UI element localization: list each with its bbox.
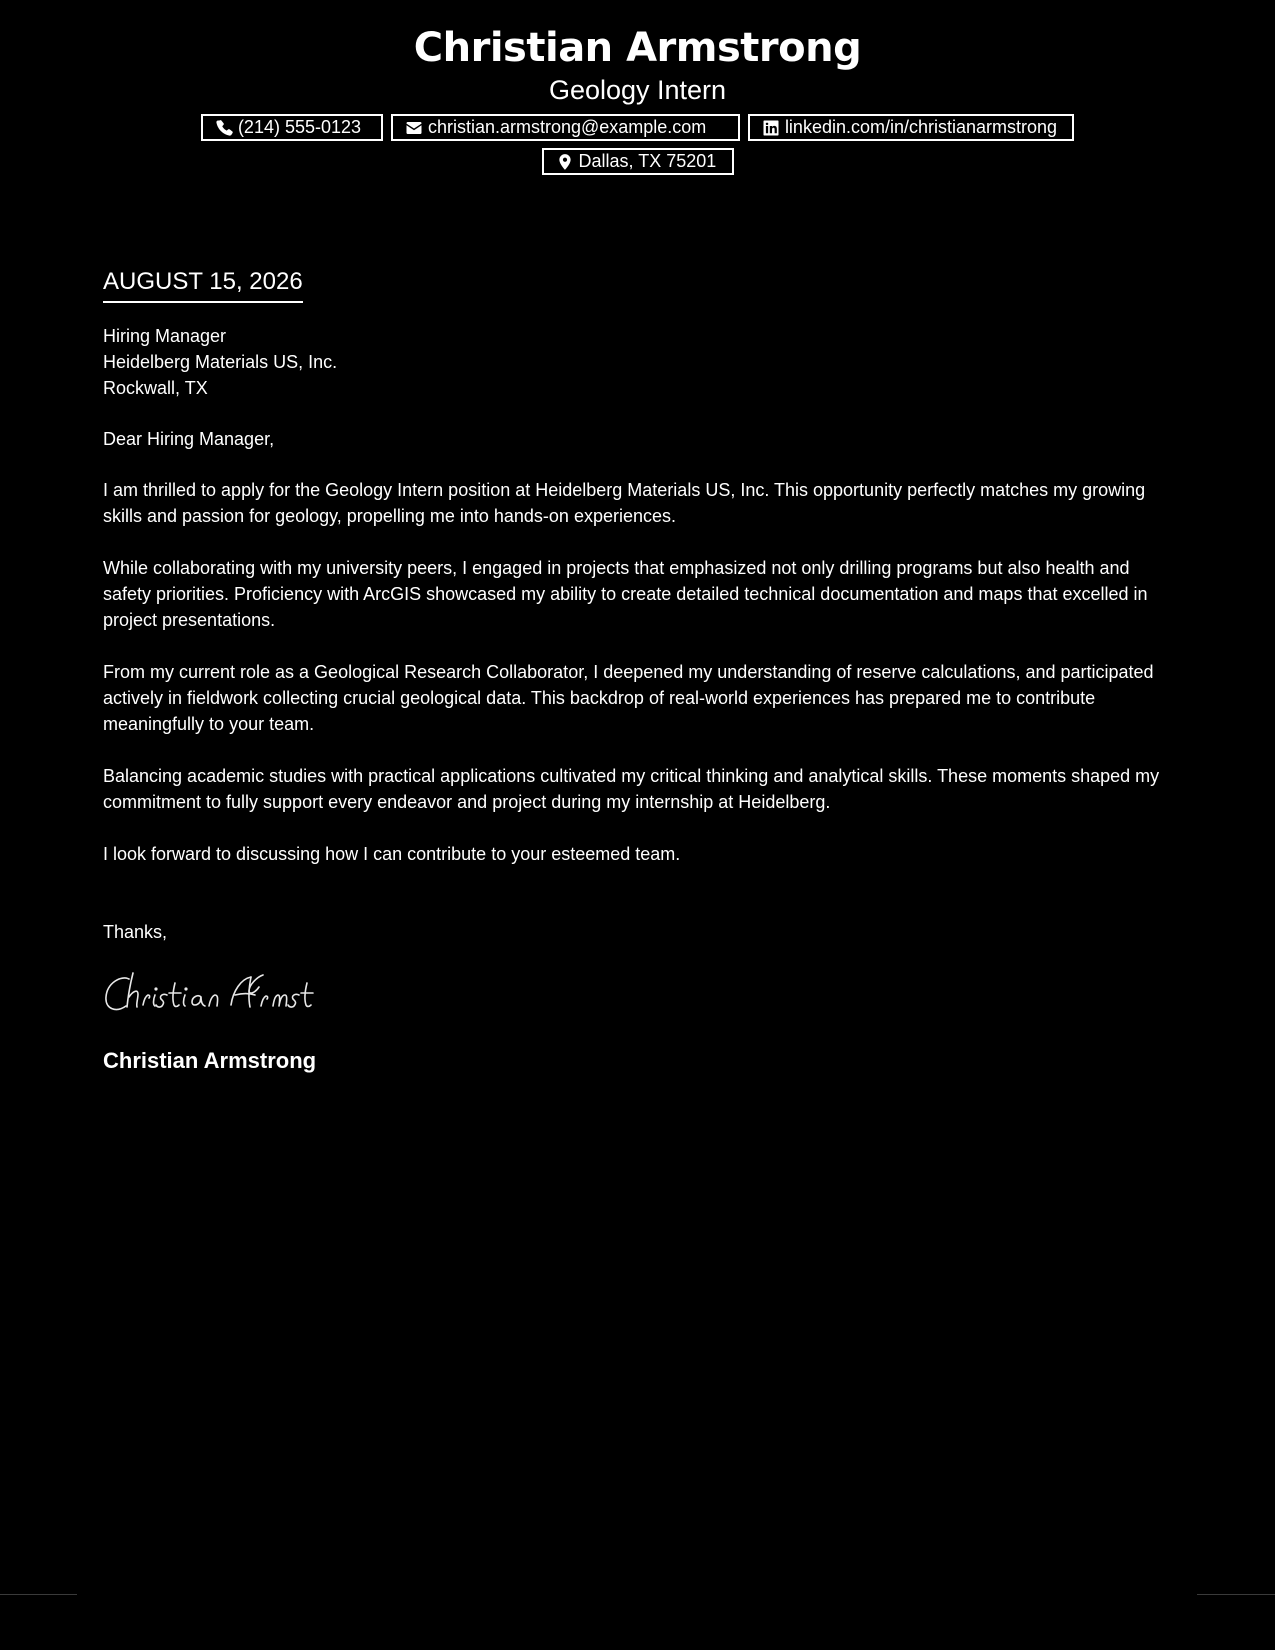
paragraph-collaboration: While collaborating with my university peers, I engaged in projects that emphasized not only drilling programs but also health and safety priorities. Proficiency with ArcGIS showcased my ability to create detailed technical documentation and maps that excelled in project presentations. [103,558,1148,630]
contact-row-primary [0,114,1275,141]
linkedin-url: linkedin.com/in/christianarmstrong [784,117,1058,137]
location-text: Dallas, TX 75201 [578,151,717,171]
email-address: christian.armstrong@example.com [427,117,707,137]
letter-body [103,266,1173,1075]
map-pin-icon [556,153,574,171]
phone-icon [215,119,233,137]
phone-number: (214) 555-0123 [237,117,362,137]
applicant-name: Christian Armstrong [413,25,862,71]
letterhead [0,22,1275,182]
contact-location[interactable] [542,148,734,175]
footer-rule-left [0,1594,77,1595]
job-title: Geology Intern [548,75,727,105]
salutation: Dear Hiring Manager, [103,429,275,449]
letter-date: AUGUST 15, 2026 [103,266,303,303]
footer-rule-right [1197,1594,1275,1595]
paragraph-current-role: From my current role as a Geological Research Collaborator, I deepened my understanding of reserve calculations, and participated actively in fieldwork collecting crucial geological data. This backdrop of real-world experiences has prepared me to contribute meaningfully to your team. [103,662,1154,734]
signature-image [103,967,383,1023]
recipient-block [103,323,1173,401]
signature [103,967,383,1023]
recipient-company: Heidelberg Materials US, Inc. [103,352,338,372]
contact-phone[interactable] [201,114,383,141]
paragraph-closing-remark: I look forward to discussing how I can contribute to your esteemed team. [103,844,681,864]
signer-name: Christian Armstrong [103,1048,317,1073]
recipient-location: Rockwall, TX [103,378,208,398]
closing: Thanks, [103,922,168,942]
linkedin-icon [762,119,780,137]
contact-linkedin[interactable] [748,114,1074,141]
recipient-title: Hiring Manager [103,326,227,346]
contact-row-secondary [0,148,1275,175]
contact-email[interactable] [391,114,740,141]
paragraph-skills: Balancing academic studies with practical applications cultivated my critical thinking and analytical skills. These moments shaped my commitment to fully support every endeavor and project during my internship at Heidelberg. [103,766,1160,812]
paragraph-intro: I am thrilled to apply for the Geology Intern position at Heidelberg Materials US, Inc. This opportunity perfectly matches my growing skills and passion for geology, propelling me into hands-on experiences. [103,480,1146,526]
envelope-icon [405,119,423,137]
